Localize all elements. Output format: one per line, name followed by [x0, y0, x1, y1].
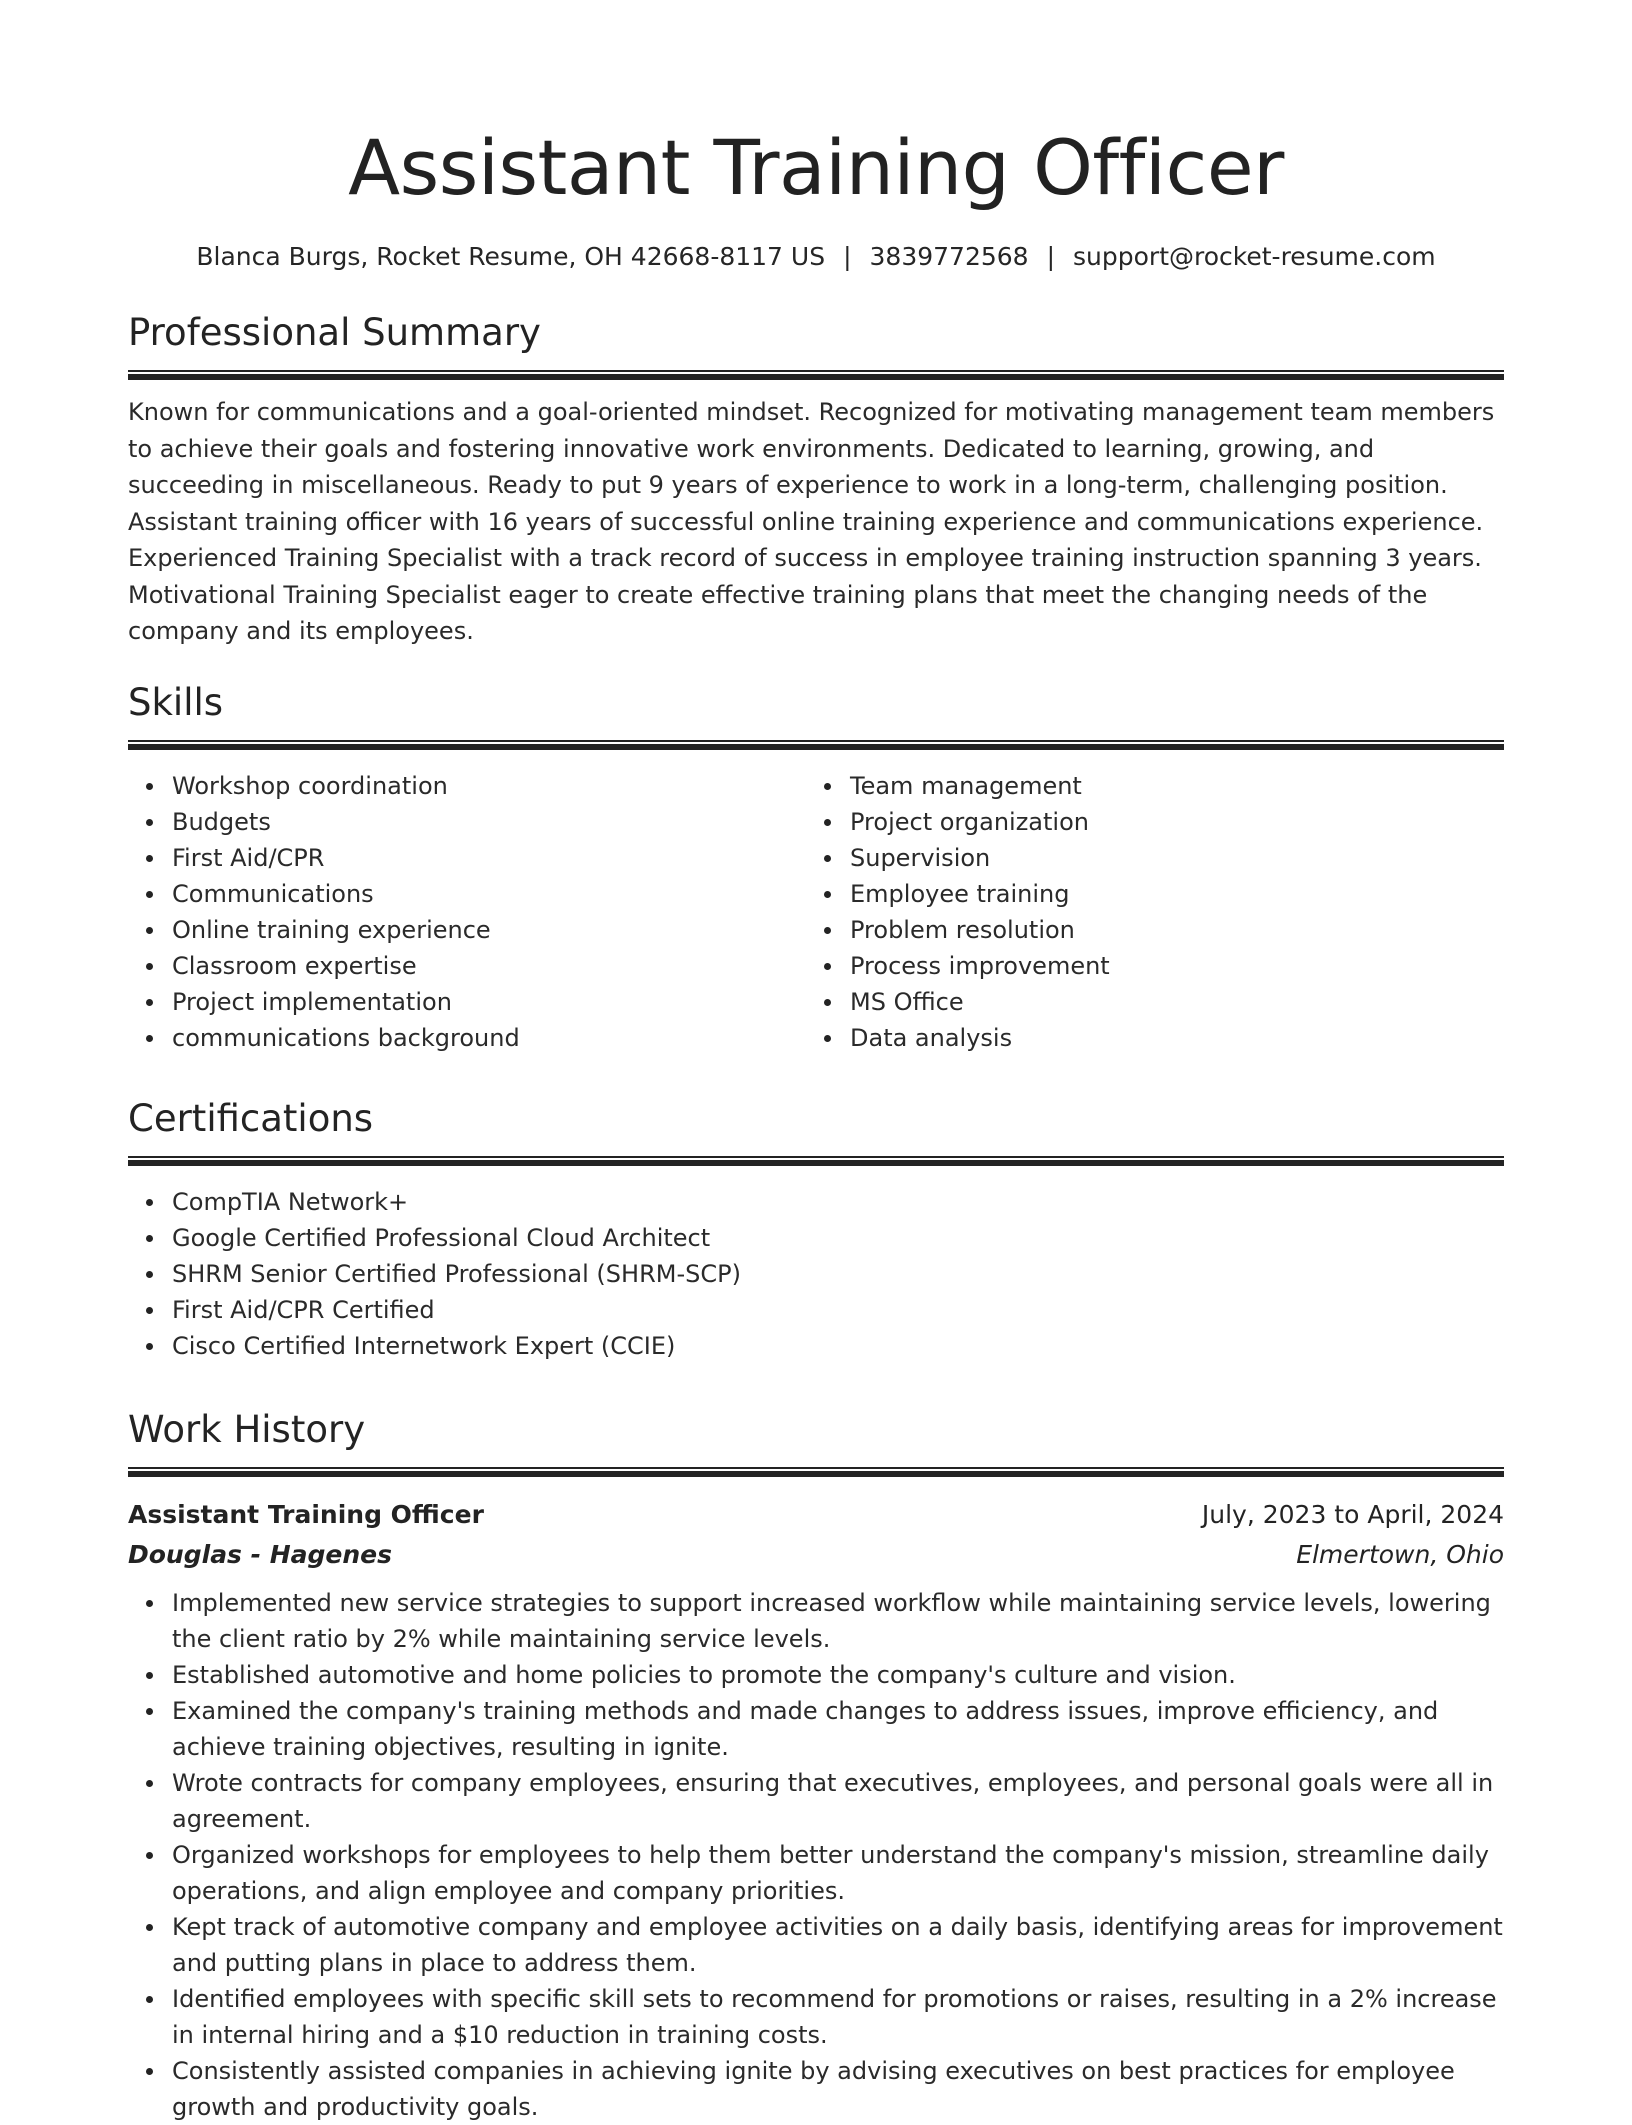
skill-item: First Aid/CPR — [172, 840, 806, 876]
skill-item: Budgets — [172, 804, 806, 840]
contact-phone: 3839772568 — [869, 242, 1029, 271]
certification-item: First Aid/CPR Certified — [172, 1292, 1504, 1328]
skill-item: Process improvement — [850, 948, 1350, 984]
contact-email: support@rocket-resume.com — [1073, 242, 1436, 271]
summary-text: Known for communications and a goal-oriented mindset. Recognized for motivating management team members to achieve their goals and fostering innovative work environments. Dedicated to learning, growing, and succeeding in miscellaneous. Ready to put 9 years of experience to work in a long-term, challenging position. Assistant training officer with 16 years of successful online training experience and communications experience. Experienced Training Specialist with a track record of success in employee training instruction spanning 3 years. Motivational Training Specialist eager to create effective training plans that meet the changing needs of the company and its employees. — [128, 398, 1495, 645]
skill-item: Communications — [172, 876, 806, 912]
section-heading-work-history: Work History — [128, 1407, 366, 1451]
skill-item: Employee training — [850, 876, 1350, 912]
job-duty-item: Established automotive and home policies to promote the company's culture and vision. — [172, 1657, 1504, 1693]
certification-item: CompTIA Network+ — [172, 1184, 1504, 1220]
skill-item: Data analysis — [850, 1020, 1350, 1056]
job-dates: July, 2023 to April, 2024 — [1201, 1499, 1504, 1529]
skill-item: Project implementation — [172, 984, 806, 1020]
certification-item: SHRM Senior Certified Professional (SHRM-SCP) — [172, 1256, 1504, 1292]
resume-title: Assistant Training Officer — [348, 123, 1284, 212]
section-heading-certifications: Certifications — [128, 1096, 374, 1140]
job-title: Assistant Training Officer — [128, 1499, 484, 1529]
section-divider — [128, 740, 1504, 750]
contact-address: Blanca Burgs, Rocket Resume, OH 42668-8117 US — [196, 242, 826, 271]
skill-item: Project organization — [850, 804, 1350, 840]
certification-item: Google Certified Professional Cloud Architect — [172, 1220, 1504, 1256]
job-entry — [128, 1495, 1504, 2125]
section-divider — [128, 1467, 1504, 1477]
job-duty-item: Wrote contracts for company employees, ensuring that executives, employees, and personal goals were all in agreement. — [172, 1765, 1504, 1837]
skill-item: MS Office — [850, 984, 1350, 1020]
professional-summary-section — [128, 310, 1504, 650]
skills-list-right — [806, 768, 1350, 1056]
skills-list-left — [128, 768, 806, 1056]
skill-item: Classroom expertise — [172, 948, 806, 984]
job-duties-list — [128, 1585, 1504, 2125]
skill-item: Team management — [850, 768, 1350, 804]
job-duty-item: Consistently assisted companies in achieving ignite by advising executives on best practices for employee growth and productivity goals. — [172, 2053, 1504, 2125]
job-duty-item: Implemented new service strategies to support increased workflow while maintaining service levels, lowering the client ratio by 2% while maintaining service levels. — [172, 1585, 1504, 1657]
skill-item: Online training experience — [172, 912, 806, 948]
skill-item: Supervision — [850, 840, 1350, 876]
job-subheader — [128, 1535, 1504, 1575]
section-heading-summary: Professional Summary — [128, 311, 541, 354]
job-duty-item: Identified employees with specific skill sets to recommend for promotions or raises, resulting in a 2% increase in internal hiring and a $10 reduction in training costs. — [172, 1981, 1504, 2053]
job-header — [128, 1495, 1504, 1535]
job-location: Elmertown, Ohio — [1296, 1539, 1504, 1569]
skills-columns — [128, 750, 1504, 1056]
contact-separator: | — [1046, 242, 1056, 271]
skill-item: Workshop coordination — [172, 768, 806, 804]
section-divider — [128, 370, 1504, 380]
job-duty-item: Examined the company's training methods and made changes to address issues, improve efficiency, and achieve training objectives, resulting in ignite. — [172, 1693, 1504, 1765]
certifications-list — [128, 1184, 1504, 1364]
job-company: Douglas - Hagenes — [128, 1539, 393, 1569]
certification-item: Cisco Certified Internetwork Expert (CCIE) — [172, 1328, 1504, 1364]
section-heading-skills: Skills — [128, 680, 224, 724]
skills-section — [128, 680, 1504, 1056]
skill-item: communications background — [172, 1020, 806, 1056]
contact-line — [128, 240, 1504, 274]
section-divider — [128, 1156, 1504, 1166]
certifications-section — [128, 1096, 1504, 1364]
skill-item: Problem resolution — [850, 912, 1350, 948]
job-duty-item: Organized workshops for employees to help them better understand the company's mission, streamline daily operations, and align employee and company priorities. — [172, 1837, 1504, 1909]
contact-separator: | — [843, 242, 852, 271]
work-history-section — [128, 1407, 1504, 2125]
job-duty-item: Kept track of automotive company and employee activities on a daily basis, identifying areas for improvement and putting plans in place to address them. — [172, 1909, 1504, 1981]
